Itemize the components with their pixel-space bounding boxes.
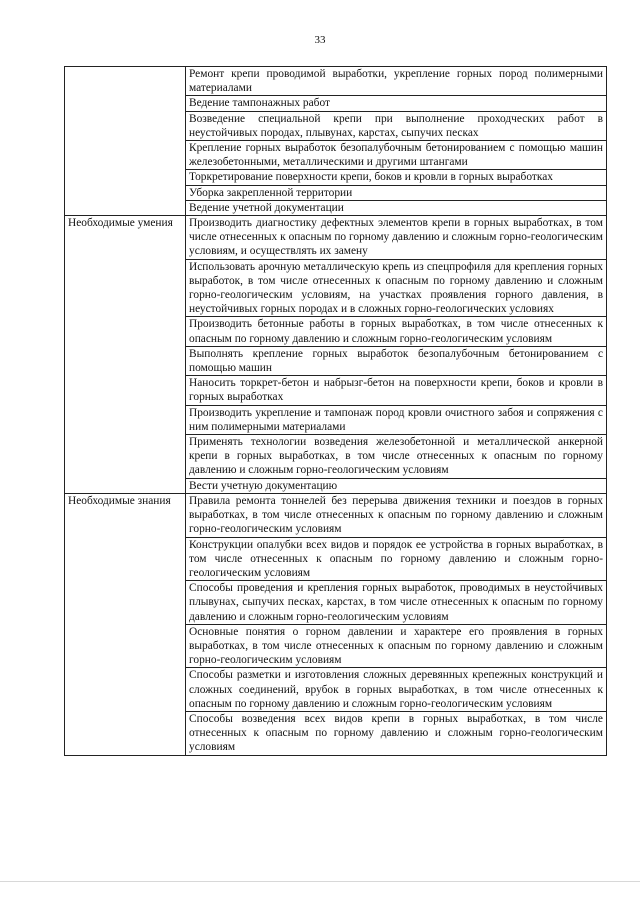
content-cell: Крепление горных выработок безопалубочным бетонированием с помощью машин железобетонными, металлическими и другими штангами <box>186 141 607 170</box>
section-label-cell <box>65 111 186 140</box>
table-row <box>65 435 607 479</box>
content-cell: Возведение специальной крепи при выполнение проходческих работ в неустойчивых породах, плывунах, карстах, сыпучих песках <box>186 111 607 140</box>
content-cell: Использовать арочную металлическую крепь из спецпрофиля для крепления горных выработок, в том числе отнесенных к опасным по горному давлению и сложным горно-геологическим условиям, на участках проявления горного давления, в неустойчивых горных породах и в сложных горно-геологических условиях <box>186 259 607 317</box>
content-cell: Выполнять крепление горных выработок безопалубочным бетонированием с помощью машин <box>186 346 607 375</box>
table-row <box>65 200 607 215</box>
section-label-cell <box>65 405 186 434</box>
table-row <box>65 711 607 755</box>
content-cell: Ремонт крепи проводимой выработки, укрепление горных пород полимерными материалами <box>186 67 607 96</box>
table-row <box>65 170 607 185</box>
table-row <box>65 346 607 375</box>
table-row <box>65 493 607 537</box>
table-row <box>65 581 607 625</box>
table-row <box>65 111 607 140</box>
table-row <box>65 624 607 668</box>
table-row <box>65 259 607 317</box>
content-cell: Наносить торкрет-бетон и набрызг-бетон на поверхности крепи, боков и кровли в горных выработках <box>186 376 607 405</box>
table-row <box>65 141 607 170</box>
table-row <box>65 96 607 111</box>
section-label-cell: Необходимые знания <box>65 493 186 537</box>
section-label-cell <box>65 185 186 200</box>
content-cell: Производить укрепление и тампонаж пород кровли очистного забоя и сопряжения с ним полимерными материалами <box>186 405 607 434</box>
section-label-cell <box>65 478 186 493</box>
section-label-cell <box>65 259 186 317</box>
table-row <box>65 216 607 260</box>
content-cell: Уборка закрепленной территории <box>186 185 607 200</box>
content-cell: Вести учетную документацию <box>186 478 607 493</box>
table-row <box>65 317 607 346</box>
section-label-cell <box>65 67 186 96</box>
content-cell: Торкретирование поверхности крепи, боков и кровли в горных выработках <box>186 170 607 185</box>
table-row <box>65 537 607 581</box>
content-cell: Способы возведения всех видов крепи в горных выработках, в том числе отнесенных к опасным по горному давлению и сложным горно-геологическим условиям <box>186 711 607 755</box>
table-row <box>65 668 607 712</box>
content-cell: Основные понятия о горном давлении и характере его проявления в горных выработках, в том числе отнесенных к опасным по горному давлению и сложным горно-геологическим условиям <box>186 624 607 668</box>
section-label-cell <box>65 668 186 712</box>
table-row <box>65 185 607 200</box>
content-cell: Способы разметки и изготовления сложных деревянных крепежных конструкций и сложных соединений, врубок в горных выработках, в том числе отнесенных к опасным по горному давлению и сложным горно-геологическим условиям <box>186 668 607 712</box>
section-label-cell <box>65 376 186 405</box>
content-cell: Производить диагностику дефектных элементов крепи в горных выработках, в том числе отнесенных к опасным по горному давлению и сложным горно-геологическим условиям, и осуществлять их замену <box>186 216 607 260</box>
section-label-cell <box>65 435 186 479</box>
section-label-cell <box>65 581 186 625</box>
table-body <box>65 67 607 756</box>
page-number: 33 <box>314 34 326 46</box>
section-label-cell <box>65 624 186 668</box>
content-cell: Ведение учетной документации <box>186 200 607 215</box>
content-cell: Применять технологии возведения железобетонной и металлической анкерной крепи в горных выработках, в том числе отнесенных к опасным по горному давлению и сложным горно-геологическим условиям <box>186 435 607 479</box>
section-label-cell <box>65 96 186 111</box>
table-row <box>65 405 607 434</box>
section-label-cell <box>65 170 186 185</box>
section-label-cell <box>65 200 186 215</box>
content-cell: Ведение тампонажных работ <box>186 96 607 111</box>
section-label-cell <box>65 141 186 170</box>
section-label-cell <box>65 711 186 755</box>
content-cell: Конструкции опалубки всех видов и порядок ее устройства в горных выработках, в том числе отнесенных к опасным по горному давлению и сложным горно-геологическим условиям <box>186 537 607 581</box>
section-label-cell <box>65 537 186 581</box>
section-label-cell <box>65 346 186 375</box>
content-cell: Способы проведения и крепления горных выработок, проводимых в неустойчивых плывунах, сыпучих песках, карстах, в том числе отнесенных к опасным по горному давлению и сложным горно-геологическим условиям <box>186 581 607 625</box>
scan-edge <box>0 881 640 882</box>
table-row <box>65 376 607 405</box>
content-cell: Правила ремонта тоннелей без перерыва движения техники и поездов в горных выработках, в том числе отнесенных к опасным по горному давлению и сложным горно-геологическим условиям <box>186 493 607 537</box>
section-label-cell: Необходимые умения <box>65 216 186 260</box>
table-row <box>65 67 607 96</box>
content-cell: Производить бетонные работы в горных выработках, в том числе отнесенных к опасным по горному давлению и сложным горно-геологическим условиям <box>186 317 607 346</box>
table-row <box>65 478 607 493</box>
section-label-cell <box>65 317 186 346</box>
competency-table <box>64 66 607 756</box>
